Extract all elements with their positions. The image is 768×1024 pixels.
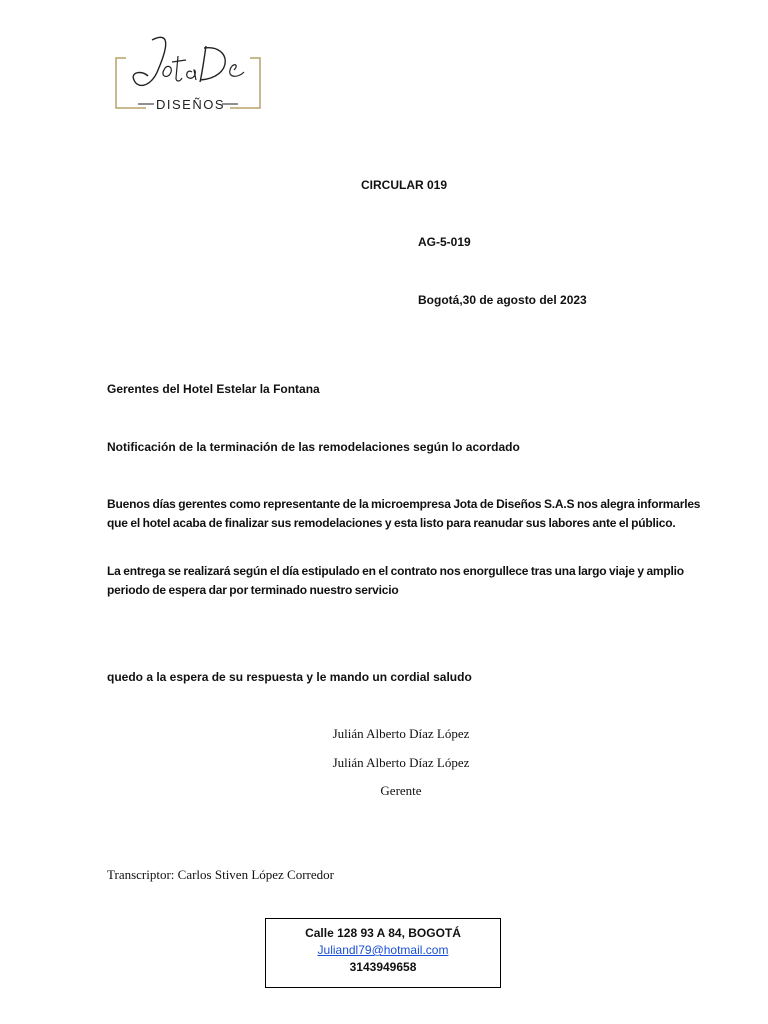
document-code: AG-5-019 (418, 235, 471, 249)
subject-line: Notificación de la terminación de las remodelaciones según lo acordado (107, 440, 520, 454)
contact-email-link[interactable]: Juliandl79@hotmail.com (317, 943, 449, 957)
contact-phone: 3143949658 (349, 960, 417, 974)
signature-name-2: Julián Alberto Díaz López (332, 755, 470, 770)
circular-number: CIRCULAR 019 (361, 178, 448, 192)
contact-address: Calle 128 93 A 84, BOGOTÁ (305, 926, 461, 940)
signature-title: Gerente (380, 783, 422, 798)
contact-box (265, 918, 501, 988)
body-paragraph-2: La entrega se realizará según el día estipulado en el contrato nos enorgullece tras una largo viaje y amplio periodo de espera dar por terminado nuestro servicio (107, 564, 684, 597)
closing-line: quedo a la espera de su respuesta y le mando un cordial saludo (107, 670, 472, 684)
body-paragraph-1: Buenos días gerentes como representante de la microempresa Jota de Diseños S.A.S nos alegra informarles que el hotel acaba de finalizar sus remodelaciones y esta listo para reanudar sus labores ante el público. (107, 497, 701, 530)
transcriptor-line: Transcriptor: Carlos Stiven López Corredor (107, 867, 334, 882)
place-date: Bogotá,30 de agosto del 2023 (418, 293, 587, 307)
logo-brand-text: DISEÑOS (156, 97, 226, 112)
recipient-line: Gerentes del Hotel Estelar la Fontana (107, 382, 320, 396)
company-logo (108, 30, 268, 115)
signature-name-1: Julián Alberto Díaz López (332, 726, 470, 741)
